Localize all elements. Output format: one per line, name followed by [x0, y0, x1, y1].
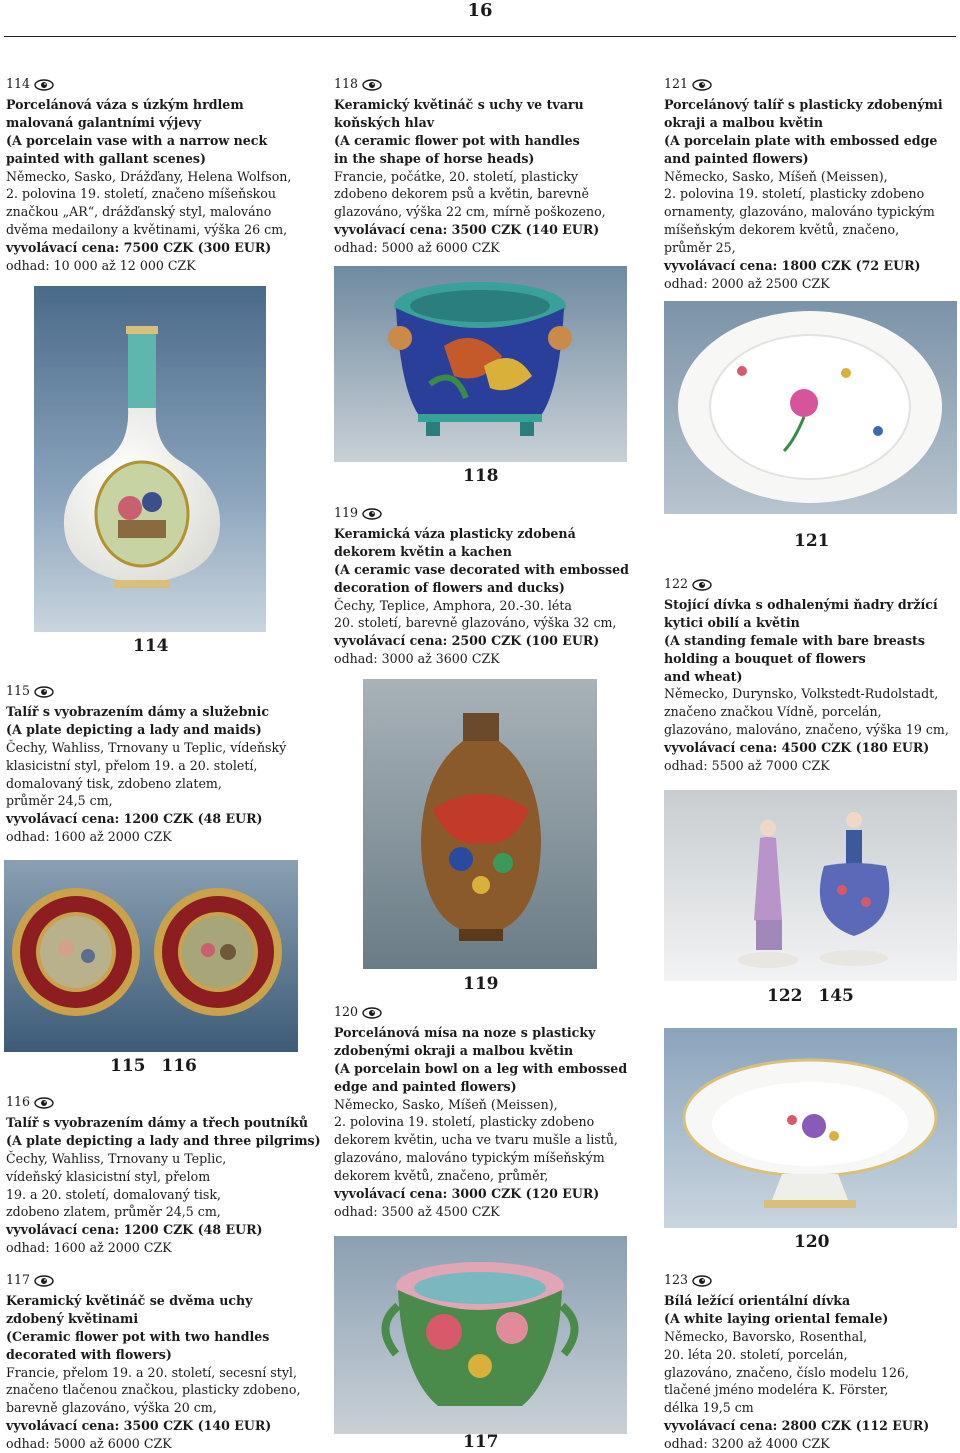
lot-line: dekorem květin, ucha ve tvaru mušle a listů,: [334, 1132, 618, 1148]
lot-115: [6, 682, 286, 846]
lot-line-bold: and painted flowers): [664, 150, 809, 166]
lot-line-bold: Porcelánový talíř s plasticky zdobenými: [664, 96, 943, 112]
lot-line-bold: vyvolávací cena: 4500 CZK (180 EUR): [664, 740, 930, 756]
lot-line-bold: (A porcelain plate with embossed edge: [664, 132, 938, 148]
lot-number-text: 118: [334, 76, 359, 91]
lot-line: barevně glazováno, výška 20 cm,: [6, 1400, 217, 1416]
lot-line: dekorem květů, značeno, průměr,: [334, 1168, 549, 1184]
lot-line: glazováno, malováno, značeno, výška 19 cm,: [664, 722, 949, 738]
lot-line-bold: vyvolávací cena: 1800 CZK (72 EUR): [664, 258, 921, 274]
lot-line: odhad: 5500 až 7000 CZK: [664, 758, 830, 774]
lot-line: Německo, Sasko, Drážďany, Helena Wolfson,: [6, 168, 292, 184]
lot-line-bold: vyvolávací cena: 2500 CZK (100 EUR): [334, 633, 600, 649]
lot-line: odhad: 10 000 až 12 000 CZK: [6, 258, 196, 274]
lot-number: [334, 1003, 627, 1024]
lot-line: Německo, Durynsko, Volkstedt-Rudolstadt,: [664, 686, 939, 702]
lot-line-bold: (A ceramic flower pot with handles: [334, 132, 580, 148]
lot-line-bold: vyvolávací cena: 1200 CZK (48 EUR): [6, 1222, 263, 1238]
lot-line: odhad: 1600 až 2000 CZK: [6, 1240, 172, 1256]
lot-number: [664, 75, 943, 96]
lot-line: Čechy, Wahliss, Trnovany u Teplic,: [6, 1150, 227, 1166]
lot-line: 2. polovina 19. století, plasticky zdobeno: [334, 1114, 595, 1130]
caption-115-116: 115 116: [110, 1056, 197, 1076]
lot-line: dvěma medailony a květinami, výška 26 cm,: [6, 222, 288, 238]
lot-line: Čechy, Wahliss, Trnovany u Teplic, vídeňský: [6, 739, 287, 755]
lot-122: [664, 575, 949, 775]
lot-number-text: 123: [664, 1272, 689, 1287]
lot-line: průměr 25,: [664, 240, 736, 256]
lot-line: tlačené jméno modeléra K. Förster,: [664, 1382, 889, 1398]
lot-line-bold: koňských hlav: [334, 114, 435, 130]
lot-line: odhad: 3500 až 4500 CZK: [334, 1203, 500, 1219]
caption-119: 119: [463, 974, 499, 994]
lot-number-text: 121: [664, 76, 689, 91]
lot-line: Francie, počátke, 20. století, plasticky: [334, 168, 578, 184]
photo-vase-119: [363, 679, 597, 969]
caption-120: 120: [794, 1232, 830, 1252]
lot-number: [6, 1093, 321, 1114]
lot-119: [334, 504, 629, 668]
lot-line-bold: (A plate depicting a lady and three pilgrims): [6, 1132, 321, 1148]
lot-line: 2. polovina 19. století, značeno míšeňskou: [6, 186, 276, 202]
lot-line-bold: Keramický květináč se dvěma uchy: [6, 1292, 253, 1308]
lot-line-bold: Porcelánová mísa na noze s plasticky: [334, 1024, 596, 1040]
lot-line-bold: zdobenými okraji a malbou květin: [334, 1042, 574, 1058]
lot-number: [664, 1271, 929, 1292]
lot-line: průměr 24,5 cm,: [6, 793, 113, 809]
lot-116: [6, 1093, 321, 1257]
lot-number: [334, 504, 629, 525]
lot-number-text: 117: [6, 1272, 31, 1287]
eye-icon: [362, 78, 382, 96]
lot-number: [6, 1271, 300, 1292]
lot-line-bold: Stojící dívka s odhalenými ňadry držící: [664, 596, 938, 612]
page-number: 16: [467, 0, 493, 21]
lot-line: 20. století, barevně glazováno, výška 32 cm,: [334, 615, 617, 631]
lot-line: 19. a 20. století, domalovaný tisk,: [6, 1186, 221, 1202]
lot-line: Francie, přelom 19. a 20. století, secesní styl,: [6, 1364, 297, 1380]
lot-line-bold: vyvolávací cena: 2800 CZK (112 EUR): [664, 1418, 930, 1434]
lot-number-text: 122: [664, 576, 689, 591]
lot-number-text: 114: [6, 76, 31, 91]
eye-icon: [692, 1274, 712, 1292]
lot-line: glazováno, značeno, číslo modelu 126,: [664, 1364, 909, 1380]
lot-line-bold: (A white laying oriental female): [664, 1310, 889, 1326]
photo-bowl-120: [664, 1028, 957, 1228]
lot-line: odhad: 3000 až 3600 CZK: [334, 651, 500, 667]
lot-line: 20. léta 20. století, porcelán,: [664, 1346, 848, 1362]
lot-number: [334, 75, 606, 96]
lot-line-bold: okraji a malbou květin: [664, 114, 824, 130]
lot-line-bold: (A porcelain bowl on a leg with embossed: [334, 1060, 628, 1076]
lot-line: odhad: 5000 až 6000 CZK: [334, 240, 500, 256]
lot-line: značeno tlačenou značkou, plasticky zdobeno,: [6, 1382, 301, 1398]
lot-line-bold: vyvolávací cena: 3000 CZK (120 EUR): [334, 1186, 600, 1202]
lot-line-bold: dekorem květin a kachen: [334, 543, 512, 559]
lot-line-bold: zdobený květinami: [6, 1310, 139, 1326]
eye-icon: [34, 685, 54, 703]
lot-line-bold: Keramický květináč s uchy ve tvaru: [334, 96, 584, 112]
eye-icon: [692, 578, 712, 596]
lot-line: vídeňský klasicistní styl, přelom: [6, 1168, 211, 1184]
photo-vase-114: [34, 286, 266, 632]
lot-line: domalovaný tisk, zdobeno zlatem,: [6, 775, 222, 791]
lot-line: Německo, Sasko, Míšeň (Meissen),: [334, 1096, 558, 1112]
lot-line-bold: holding a bouquet of flowers: [664, 650, 866, 666]
lot-line-bold: (A standing female with bare breasts: [664, 632, 925, 648]
lot-line-bold: Talíř s vyobrazením dámy a služebnic: [6, 703, 269, 719]
lot-line: odhad: 2000 až 2500 CZK: [664, 275, 830, 291]
lot-line: odhad: 5000 až 6000 CZK: [6, 1436, 172, 1452]
lot-120: [334, 1003, 627, 1221]
photo-pot-117: [334, 1236, 627, 1434]
lot-line: zdobeno dekorem psů a květin, barevně: [334, 186, 589, 202]
lot-line: 2. polovina 19. století, plasticky zdobeno: [664, 186, 925, 202]
lot-number: [6, 75, 291, 96]
lot-line-bold: (A porcelain vase with a narrow neck: [6, 132, 268, 148]
lot-line-bold: Porcelánová váza s úzkým hrdlem: [6, 96, 244, 112]
eye-icon: [34, 78, 54, 96]
eye-icon: [362, 507, 382, 525]
lot-line: glazováno, malováno typickým míšeňským: [334, 1150, 605, 1166]
eye-icon: [692, 78, 712, 96]
eye-icon: [34, 1096, 54, 1114]
lot-line-bold: Bílá ležící orientální dívka: [664, 1292, 851, 1308]
lot-line-bold: edge and painted flowers): [334, 1078, 517, 1094]
lot-line-bold: (Ceramic flower pot with two handles: [6, 1328, 270, 1344]
eye-icon: [34, 1274, 54, 1292]
lot-line: značeno značkou Vídně, porcelán,: [664, 704, 882, 720]
lot-117: [6, 1271, 300, 1453]
lot-line: Čechy, Teplice, Amphora, 20.-30. léta: [334, 597, 572, 613]
lot-line: odhad: 3200 až 4000 CZK: [664, 1436, 830, 1452]
lot-number-text: 119: [334, 505, 359, 520]
lot-line: délka 19,5 cm: [664, 1400, 754, 1416]
lot-line-bold: malovaná galantními výjevy: [6, 114, 202, 130]
lot-line-bold: decorated with flowers): [6, 1346, 172, 1362]
lot-line: zdobeno zlatem, průměr 24,5 cm,: [6, 1204, 221, 1220]
lot-line-bold: in the shape of horse heads): [334, 150, 535, 166]
header-rule: [4, 36, 956, 37]
lot-line-bold: (A ceramic vase decorated with embossed: [334, 561, 629, 577]
lot-118: [334, 75, 606, 257]
lot-line-bold: vyvolávací cena: 1200 CZK (48 EUR): [6, 811, 263, 827]
lot-number: [6, 682, 286, 703]
lot-line-bold: and wheat): [664, 668, 743, 684]
lot-line: klasicistní styl, přelom 19. a 20. století,: [6, 757, 258, 773]
photo-plate-121: [664, 301, 957, 514]
lot-line-bold: painted with gallant scenes): [6, 150, 206, 166]
lot-line-bold: decoration of flowers and ducks): [334, 579, 565, 595]
caption-117: 117: [463, 1432, 499, 1452]
lot-line: míšeňským dekorem květů, značeno,: [664, 222, 900, 238]
lot-line-bold: vyvolávací cena: 3500 CZK (140 EUR): [6, 1418, 272, 1434]
photo-pot-118: [334, 266, 627, 462]
caption-121: 121: [794, 531, 830, 551]
lot-line: Německo, Sasko, Míšeň (Meissen),: [664, 168, 888, 184]
lot-line: značkou „AR“, drážďanský styl, malováno: [6, 204, 272, 220]
lot-line-bold: vyvolávací cena: 3500 CZK (140 EUR): [334, 222, 600, 238]
photo-figurines-122-145: [664, 790, 957, 981]
lot-line: ornamenty, glazováno, malováno typickým: [664, 204, 935, 220]
lot-line-bold: Talíř s vyobrazením dámy a třech poutníků: [6, 1114, 309, 1130]
lot-line-bold: vyvolávací cena: 7500 CZK (300 EUR): [6, 240, 272, 256]
caption-118: 118: [463, 466, 499, 486]
lot-line-bold: kytici obilí a květin: [664, 614, 800, 630]
lot-line: Německo, Bavorsko, Rosenthal,: [664, 1328, 868, 1344]
lot-number-text: 115: [6, 683, 31, 698]
lot-number-text: 116: [6, 1094, 31, 1109]
lot-number-text: 120: [334, 1004, 359, 1019]
lot-number: [664, 575, 949, 596]
lot-114: [6, 75, 291, 275]
lot-line: odhad: 1600 až 2000 CZK: [6, 829, 172, 845]
lot-121: [664, 75, 943, 293]
caption-122-145: 122 145: [767, 986, 854, 1006]
lot-line-bold: Keramická váza plasticky zdobená: [334, 525, 576, 541]
photo-plates-115-116: [4, 860, 298, 1052]
caption-114: 114: [133, 636, 169, 656]
eye-icon: [362, 1006, 382, 1024]
lot-line-bold: (A plate depicting a lady and maids): [6, 721, 262, 737]
lot-123: [664, 1271, 929, 1453]
lot-line: glazováno, výška 22 cm, mírně poškozeno,: [334, 204, 606, 220]
